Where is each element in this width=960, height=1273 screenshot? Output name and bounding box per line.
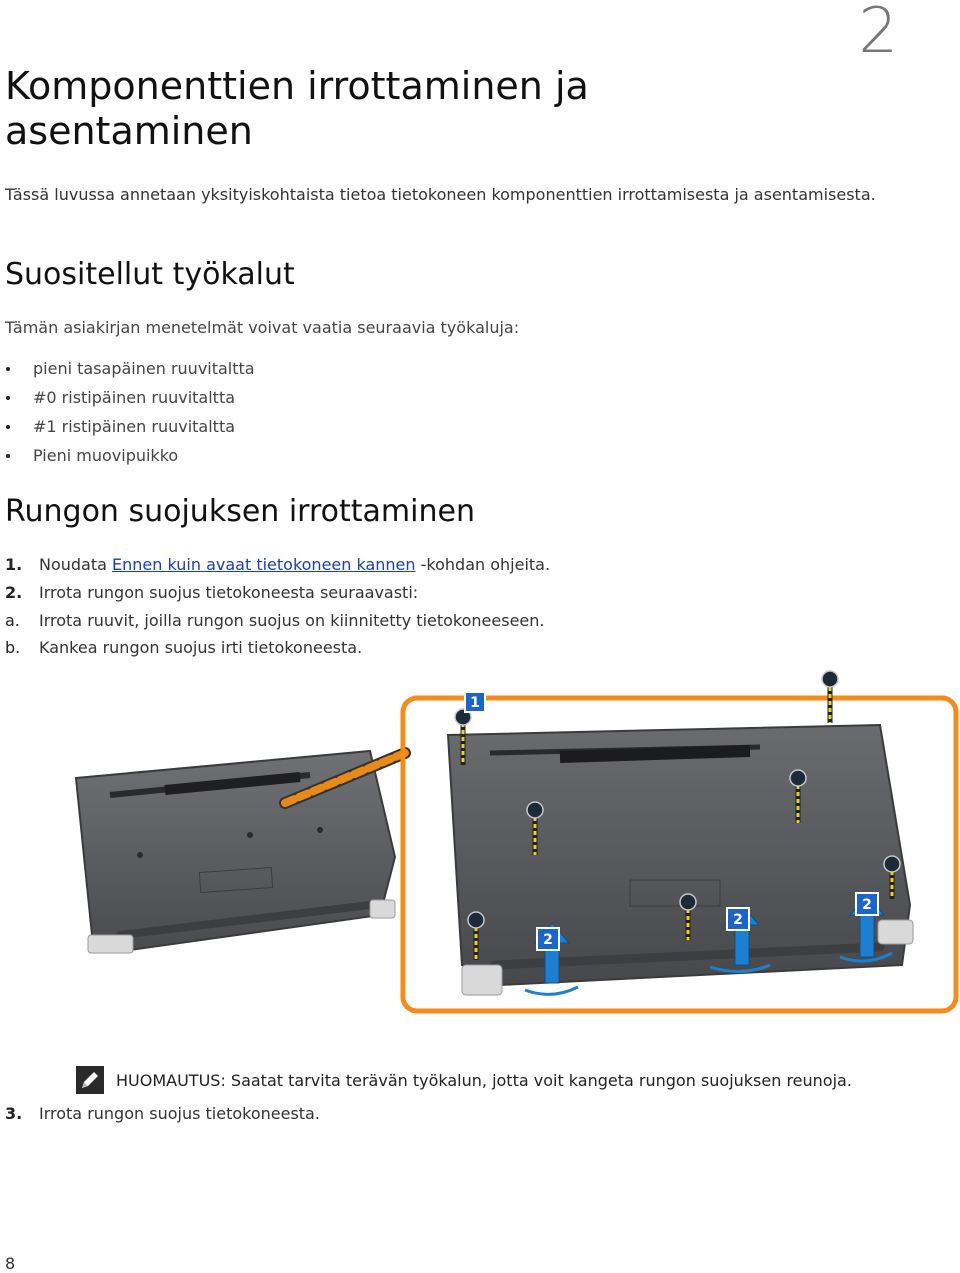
tool-item: Pieni muovipuikko	[5, 444, 255, 473]
tool-item: #0 ristipäinen ruuvitaltta	[5, 386, 255, 415]
callout-2	[727, 908, 749, 930]
tool-item: pieni tasapäinen ruuvitaltta	[5, 357, 255, 386]
step-number: 1.	[5, 555, 23, 574]
pencil-note-icon	[76, 1066, 104, 1094]
step-suffix: -kohdan ohjeita.	[415, 555, 551, 574]
page-title: Komponenttien irrottaminen ja asentaminen	[5, 64, 589, 153]
before-working-link[interactable]: Ennen kuin avaat tietokoneen kannen	[112, 555, 416, 574]
callout-label: 2	[733, 912, 743, 928]
step-text: Irrota rungon suojus tietokoneesta seuraavasti:	[39, 583, 419, 602]
step-2b	[5, 638, 362, 657]
tools-heading: Suositellut työkalut	[5, 257, 295, 292]
step-number: 2.	[5, 583, 23, 602]
chapter-number: 2	[858, 0, 898, 67]
callout-1	[465, 692, 485, 712]
substep-letter: a.	[5, 611, 20, 630]
page-number: 8	[5, 1254, 16, 1273]
base-cover-removal-figure	[70, 665, 960, 1020]
callout-2	[856, 893, 878, 915]
step-2	[5, 583, 418, 602]
step-3	[5, 1104, 320, 1123]
note-label: HUOMAUTUS:	[116, 1070, 226, 1090]
callout-label: 1	[470, 695, 480, 711]
step-prefix: Noudata	[39, 555, 113, 574]
note-box	[76, 1066, 852, 1094]
tool-item: #1 ristipäinen ruuvitaltta	[5, 415, 255, 444]
tools-list	[5, 357, 255, 473]
step-1	[5, 555, 550, 574]
callout-2	[537, 928, 559, 950]
step-text: Irrota rungon suojus tietokoneesta.	[39, 1104, 320, 1123]
callout-label: 2	[862, 897, 872, 913]
intro-text: Tässä luvussa annetaan yksityiskohtaista tietoa tietokoneen komponenttien irrottamisesta ja asentamisesta.	[5, 185, 876, 204]
tools-lead: Tämän asiakirjan menetelmät voivat vaatia seuraavia työkaluja:	[5, 318, 520, 337]
removal-heading: Rungon suojuksen irrottaminen	[5, 494, 475, 529]
step-number: 3.	[5, 1104, 23, 1123]
step-2a	[5, 611, 544, 630]
callout-label: 2	[543, 932, 553, 948]
note-text: Saatat tarvita terävän työkalun, jotta voit kangeta rungon suojuksen reunoja.	[225, 1070, 852, 1090]
laptop-base-right	[448, 725, 913, 995]
step-text: Kankea rungon suojus irti tietokoneesta.	[39, 638, 363, 657]
substep-letter: b.	[5, 638, 21, 657]
step-text: Irrota ruuvit, joilla rungon suojus on kiinnitetty tietokoneeseen.	[39, 611, 545, 630]
